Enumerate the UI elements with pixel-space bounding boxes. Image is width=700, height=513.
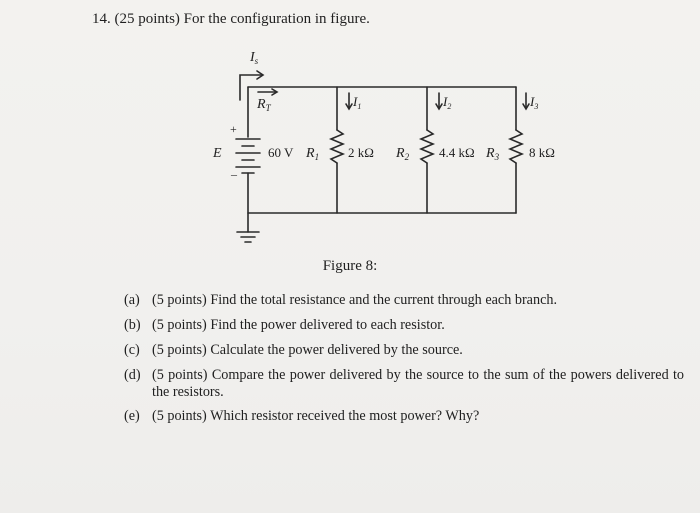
question-b: [124, 317, 684, 334]
r2-label: $R_2$: [396, 146, 410, 162]
question-c: [124, 342, 684, 359]
figure-caption: Figure 8:: [322, 258, 378, 274]
plus-label: +: [230, 122, 237, 136]
question-text: (5 points) Calculate the power delivered by the source.: [152, 342, 463, 358]
question-text: (5 points) Which resistor received the most power? Why?: [152, 408, 480, 424]
question-text: (5 points) Find the power delivered to each resistor.: [152, 317, 445, 333]
r1-label: $R_1$: [306, 146, 320, 162]
r2-resistor: [421, 130, 433, 163]
source-value: 60 V: [268, 145, 294, 160]
question-label: (d): [124, 367, 141, 383]
is-label: $I_s$: [250, 50, 259, 66]
r3-label: $R_3$: [486, 146, 500, 162]
question-label: (b): [124, 317, 141, 333]
i1-label: $I_1$: [353, 94, 362, 111]
e-label: E: [213, 146, 222, 161]
i3-label: $I_3$: [530, 94, 539, 111]
minus-label: –: [231, 167, 237, 181]
question-text: (5 points) Find the total resistance and the current through each branch.: [152, 292, 558, 308]
problem-title: 14. (25 points) For the configuration in figure.: [92, 11, 370, 27]
question-text: (5 points) Compare the power delivered by the source to the sum of the powers delivered to the resistors.: [152, 367, 684, 400]
r3-resistor: [510, 130, 522, 163]
r1-value: 2 kΩ: [348, 145, 374, 160]
i2-label: $I_2$: [443, 94, 452, 111]
rt-label: $R_T$: [257, 97, 271, 113]
question-e: [124, 408, 684, 425]
r2-value: 4.4 kΩ: [439, 145, 475, 160]
question-label: (a): [124, 292, 140, 308]
question-a: [124, 292, 684, 309]
battery-symbol: [236, 139, 260, 173]
question-label: (c): [124, 342, 140, 358]
question-d: [124, 367, 684, 401]
question-label: (e): [124, 408, 140, 424]
r3-value: 8 kΩ: [529, 145, 555, 160]
r1-resistor: [331, 130, 343, 163]
ground-symbol: [237, 232, 259, 242]
